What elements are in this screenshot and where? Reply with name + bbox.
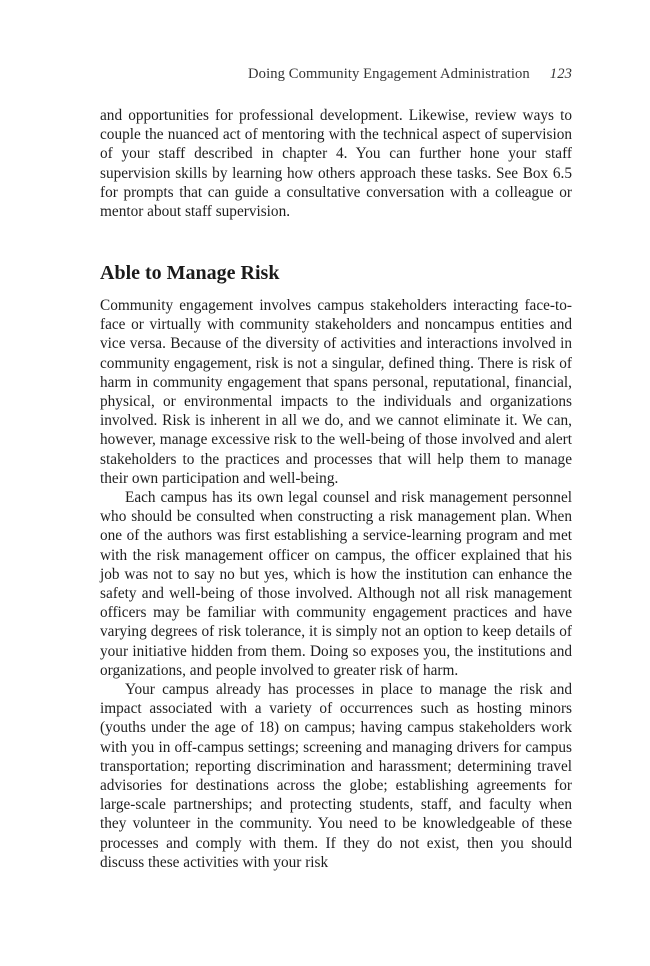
- section-text-block: [100, 296, 572, 872]
- paragraph-3: Your campus already has processes in place to manage the risk and impact associated with a variety of occurrences such as hosting minors (youths under the age of 18) on campus; having campus stakeholders work with you in off-campus settings; screening and managing drivers for campus transportation; reporting discrimination and harassment; determining travel advisories for destinations across the globe; establishing agreements for large-scale partnerships; and protecting students, staff, and faculty when they volunteer in the community. You need to be knowledgeable of these processes and comply with them. If they do not exist, then you should discuss these activities with your risk: [100, 681, 572, 871]
- page-number: 123: [549, 66, 572, 82]
- paragraph-1: Community engagement involves campus stakeholders interacting face-to-face or virtually with community stakeholders and noncampus entities and vice versa. Because of the diversity of activities and interactions involved in community engagement, risk is not a singular, defined thing. There is risk of harm in community engagement that spans personal, reputational, financial, physical, or environmental impacts to the individuals and organizations involved. Risk is inherent in all we do, and we cannot eliminate it. We can, however, manage excessive risk to the well-being of those involved and alert stakeholders to the practices and processes that will help them to manage their own participation and well-being.: [100, 297, 572, 487]
- running-head-title: Doing Community Engagement Administration: [248, 66, 530, 82]
- intro-paragraph: and opportunities for professional development. Likewise, review ways to couple the nuanced act of mentoring with the technical aspect of supervision of your staff described in chapter 4. You can further hone your staff supervision skills by learning how others approach these tasks. See Box 6.5 for prompts that can guide a consultative conversation with a colleague or mentor about staff supervision.: [100, 107, 572, 221]
- paragraph-2: Each campus has its own legal counsel and risk management personnel who should be consulted when constructing a risk management plan. When one of the authors was first establishing a service-learning program and met with the risk management officer on campus, the officer explained that his job was not to say no but yes, which is how the institution can enhance the safety and well-being of those involved. Although not all risk management officers may be familiar with community engagement practices and have varying degrees of risk tolerance, it is simply not an option to keep details of your initiative hidden from them. Doing so exposes you, the institutions and organizations, and people involved to greater risk of harm.: [100, 489, 572, 679]
- running-head: [248, 66, 572, 83]
- intro-text-block: [100, 106, 572, 221]
- section-heading: Able to Manage Risk: [100, 262, 280, 284]
